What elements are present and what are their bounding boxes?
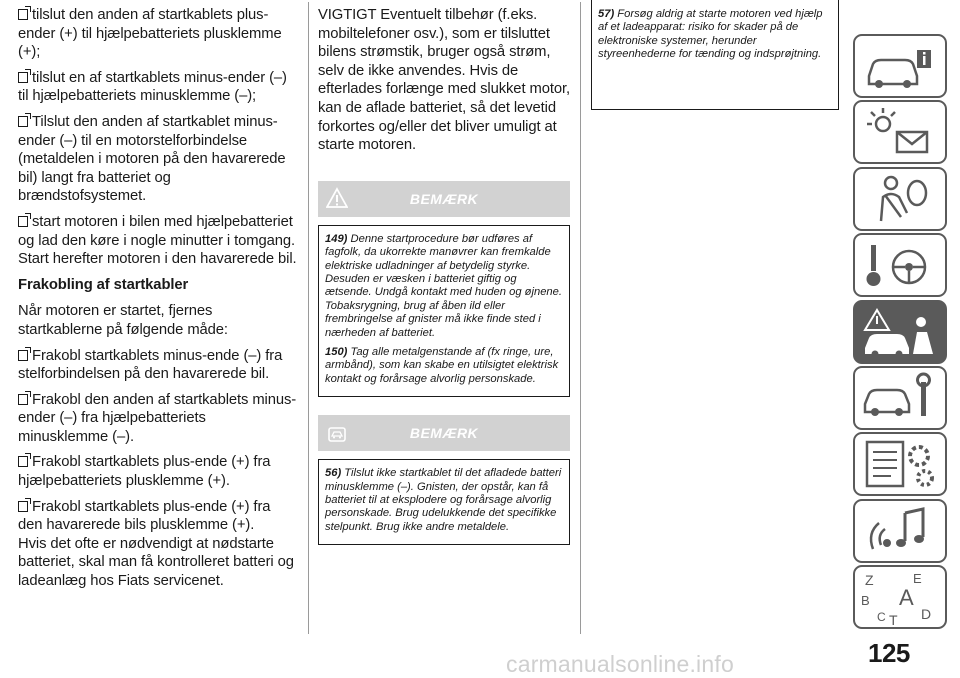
checkbox-bullet-icon (18, 350, 28, 361)
column-divider-1 (308, 2, 309, 634)
caution-note: 56) Tilslut ikke startkablet til det afladede batteri minusklemme (–). Gnisten, der opstår, kan få batteriet til at eksplodere og forårsage alvorlig personskade. Brug udelukkende det specifikke stelpunkt. Brug ikke andre metaldele. (325, 467, 562, 533)
index-letter: D (921, 606, 932, 623)
checkbox-bullet-icon (18, 456, 28, 467)
step-paragraph: Tilslut den anden af startkablet minus-ender (–) til en motorstelforbindelse (metaldelen i motoren på den havarerede bil) langt fra batteriet og brændstofsystemet. (18, 113, 286, 205)
checkbox-bullet-icon (18, 394, 28, 405)
warning-triangle-icon (326, 187, 348, 209)
warning-note: 149) Denne startprocedure bør udføres af fagfolk, da ukorrekte manøvrer kan fremkalde elektriske udladninger af betydelig styrke. Desuden er væsken i batteriet giftig og ætsende. Undgå kontakt med huden og øjnene. Tobaksrygning, brug af åben ild eller frembringelse af gnister må ikke finde sted i nærheden af batteriet. (325, 232, 562, 339)
tab-instrument-panel[interactable] (853, 100, 947, 164)
caution-header (318, 415, 570, 451)
multimedia-music-icon (855, 501, 945, 561)
index-letter: T (889, 612, 898, 628)
warning-header (318, 181, 570, 217)
watermark-text: carmanualsonline.info (506, 651, 734, 677)
checkbox-bullet-icon (18, 216, 28, 227)
index-letter: B (861, 593, 870, 609)
step-paragraph: Frakobl startkablets plus-ende (+) fra hjælpebatteriets plusklemme (+). (18, 454, 271, 490)
page-number: 125 (868, 638, 910, 668)
caution-box (318, 459, 570, 545)
step-paragraph: Frakobl den anden af startkablets minus-ender (–) fra hjælpebatteriets minusklemme (–). (18, 391, 297, 445)
tab-in-an-emergency[interactable] (853, 300, 947, 364)
caution-title: BEMÆRK (409, 425, 479, 442)
caution-box-continued (591, 0, 839, 110)
checkbox-bullet-icon (18, 116, 28, 127)
warning-box (318, 225, 570, 397)
warning-title: BEMÆRK (409, 190, 479, 207)
tab-servicing-maintenance[interactable] (853, 366, 947, 430)
car-wrench-icon (855, 368, 945, 428)
note-number: 149) (325, 232, 348, 245)
step-paragraph: Frakobl startkablets minus-ende (–) fra stelforbindelsen på den havarerede bil. (18, 347, 283, 383)
important-paragraph: VIGTIGT Eventuelt tilbehør (f.eks. mobiltelefoner osv.), som er tilsluttet bilens strømstik, bruger også strøm, selv de ikke anvendes. Hvis de efterlades forlænge med slukket motor, kan de aflade batteriet, så det levetid forkortes og/eller det bliver umuligt at starte motoren. (318, 7, 570, 154)
note-number: 56) (325, 467, 342, 480)
column-divider-2 (580, 2, 581, 634)
tab-index[interactable] (853, 565, 947, 629)
step-paragraph: start motoren i bilen med hjælpebatteriet og lad den køre i nogle minutter i tomgang. Start herefter motoren i den havarerede bil. (18, 213, 297, 268)
warning-note: 150) Tag alle metalgenstande af (fx ringe, ure, armbånd), som kan skabe en utilsigtet elektrisk kontakt og forårsage alvorlig personskade. (325, 346, 559, 385)
car-info-icon (855, 36, 945, 96)
key-steering-wheel-icon (855, 235, 945, 295)
alphabetical-index-icon (855, 567, 945, 627)
column-3 (591, 0, 839, 110)
checkbox-bullet-icon (18, 501, 28, 512)
tab-starting-driving[interactable] (853, 233, 947, 297)
spec-sheet-gear-icon (855, 434, 945, 494)
tab-technical-data[interactable] (853, 432, 947, 496)
tab-safety[interactable] (853, 167, 947, 231)
index-letter: C (877, 610, 886, 625)
tab-getting-to-know-car[interactable] (853, 34, 947, 98)
checkbox-bullet-icon (18, 72, 28, 83)
index-letter: A (899, 585, 914, 611)
warning-light-message-icon (855, 102, 945, 162)
note-number: 57) (598, 8, 615, 20)
step-paragraph: tilslut en af startkablets minus-ender (–) til hjælpebatteriets minusklemme (–); (18, 69, 287, 105)
note-number: 150) (325, 346, 348, 358)
seatbelt-airbag-icon (855, 169, 945, 229)
caution-note: 57) Forsøg aldrig at starte motoren ved hjælp af et ladeapparat: risiko for skader på de elektroniske systemer, herunder styreenhederne for tænding og indsprøjtning. (598, 8, 823, 61)
index-letter: E (913, 571, 922, 587)
section-heading: Frakobling af startkabler (18, 276, 189, 293)
intro-paragraph: Når motoren er startet, fjernes startkablerne på følgende måde: (18, 303, 228, 338)
checkbox-bullet-icon (18, 9, 28, 20)
index-letter: Z (865, 572, 874, 589)
step-paragraph: tilslut den anden af startkablets plus-ender (+) til hjælpebatteriets plusklemme (+); (18, 7, 282, 61)
column-1 (18, 6, 298, 591)
caution-car-icon (326, 421, 348, 443)
column-2 (318, 6, 570, 545)
step-paragraph: Frakobl startkablets plus-ende (+) fra den havarerede bils plusklemme (+). (18, 498, 271, 534)
chapter-tabs (853, 34, 947, 632)
tab-multimedia[interactable] (853, 499, 947, 563)
note-paragraph: Hvis det ofte er nødvendigt at nødstarte batteriet, skal man få kontrolleret batteri og ladeanlæg hos Fiats servicenet. (18, 535, 294, 590)
emergency-breakdown-icon (855, 302, 945, 362)
